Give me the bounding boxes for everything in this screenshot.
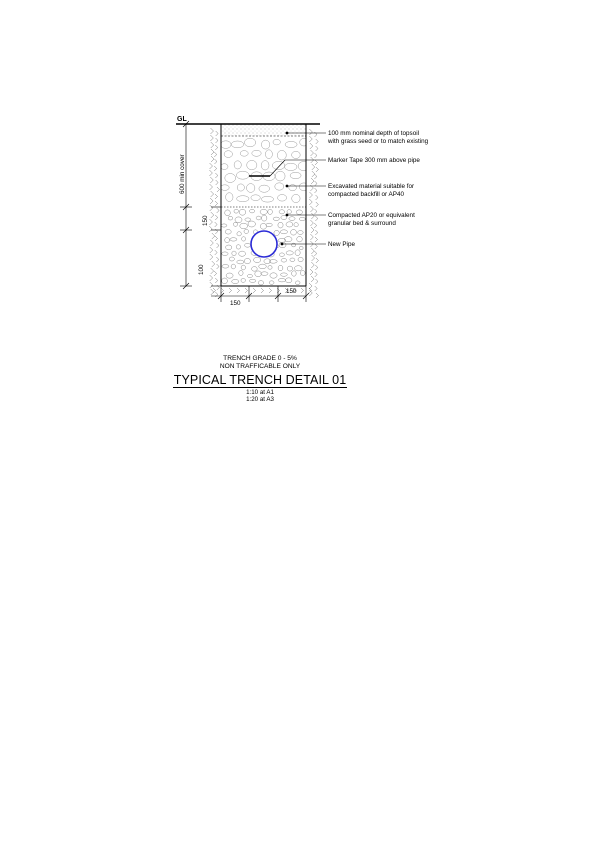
- aggregate-stone: [226, 273, 233, 278]
- aggregate-stone: [286, 222, 293, 227]
- aggregate-stone: [260, 223, 266, 229]
- hatch-mark: [214, 152, 217, 157]
- aggregate-stone: [299, 183, 308, 191]
- aggregate-stone: [264, 259, 271, 264]
- aggregate-stone: [294, 223, 298, 227]
- aggregate-stone: [261, 272, 268, 276]
- hatch-mark: [217, 264, 220, 269]
- aggregate-stone: [235, 217, 242, 223]
- aggregate-stone: [261, 161, 269, 170]
- aggregate-stone: [231, 141, 243, 148]
- aggregate-stone: [279, 210, 284, 214]
- aggregate-stone: [269, 281, 274, 285]
- aggregate-stone: [265, 150, 272, 159]
- aggregate-stone: [262, 215, 267, 221]
- callout-backfill-line2: compacted backfill or AP40: [328, 191, 404, 198]
- aggregate-stone: [247, 184, 255, 193]
- aggregate-stone: [285, 163, 297, 170]
- hatch-mark: [216, 138, 219, 143]
- hatch-mark: [210, 163, 213, 169]
- hatch-mark: [229, 288, 232, 293]
- hatch-mark: [210, 240, 213, 246]
- aggregate-stone: [232, 251, 236, 256]
- aggregate-stone: [222, 265, 229, 269]
- aggregate-stone: [297, 237, 303, 242]
- hatch-mark: [210, 128, 213, 134]
- aggregate-stone: [269, 260, 277, 264]
- hatch-mark: [315, 160, 318, 165]
- aggregate-stone: [298, 231, 304, 235]
- aggregate-stone: [281, 273, 288, 276]
- hatch-mark: [211, 191, 214, 197]
- new-pipe: [251, 231, 277, 257]
- hatch-mark: [314, 223, 317, 228]
- aggregate-stone: [292, 271, 297, 276]
- aggregate-stone: [237, 260, 244, 264]
- callout-bedding-line2: granular bed & surround: [328, 220, 396, 227]
- hatch-mark: [315, 244, 318, 249]
- aggregate-stone: [256, 216, 261, 220]
- callout-topsoil-line1: 100 mm nominal depth of topsoil: [328, 130, 420, 137]
- hatch-mark: [216, 180, 219, 185]
- aggregate-stone: [234, 161, 241, 169]
- aggregate-stone: [254, 257, 261, 262]
- aggregate-stone: [299, 217, 305, 220]
- aggregate-stone: [260, 209, 267, 214]
- hatch-mark: [309, 283, 312, 289]
- aggregate-stone: [268, 209, 273, 214]
- hatch-mark: [209, 219, 212, 225]
- hatch-mark: [310, 150, 313, 156]
- aggregate-stone: [290, 258, 295, 262]
- aggregate-stone: [300, 138, 309, 146]
- aggregate-stone: [252, 150, 261, 156]
- hatch-mark: [215, 215, 218, 220]
- hatch-mark: [211, 212, 214, 218]
- hatch-mark: [314, 153, 317, 158]
- hatch-mark: [210, 177, 213, 183]
- bed-dimension-label: 150: [202, 215, 209, 226]
- aggregate-stone: [258, 281, 263, 285]
- hatch-mark: [311, 262, 314, 268]
- aggregate-stone: [244, 258, 250, 263]
- aggregate-stone: [296, 210, 302, 215]
- aggregate-stone: [221, 164, 228, 170]
- hatch-mark: [311, 227, 314, 233]
- aggregate-stone: [274, 230, 279, 235]
- hatch-mark: [214, 271, 217, 276]
- aggregate-stone: [255, 271, 262, 277]
- aggregate-stone: [259, 264, 267, 269]
- hatch-mark: [210, 198, 213, 204]
- hatch-mark: [210, 254, 213, 260]
- hatch-mark: [215, 145, 218, 150]
- hatch-mark: [312, 164, 315, 170]
- hatch-mark: [316, 146, 319, 151]
- aggregate-stone: [230, 238, 237, 241]
- aggregate-stone: [298, 161, 310, 170]
- hatch-mark: [315, 286, 318, 291]
- aggregate-stone: [292, 194, 300, 202]
- aggregate-stone: [286, 278, 292, 283]
- hatch-mark: [211, 156, 214, 162]
- hatch-mark: [211, 268, 214, 274]
- hatch-mark: [214, 166, 217, 171]
- aggregate-stone: [287, 266, 292, 271]
- hatch-mark: [309, 192, 312, 198]
- hatch-mark: [215, 250, 218, 255]
- hatch-mark: [217, 243, 220, 248]
- aggregate-stone: [221, 224, 227, 227]
- aggregate-stone: [295, 266, 303, 271]
- callout-bedding-line1: Compacted AP20 or equivalent: [328, 212, 415, 219]
- right-side-dimension-label: 150: [286, 288, 297, 295]
- hatch-mark: [214, 159, 217, 164]
- aggregate-stone: [242, 237, 246, 241]
- hatch-mark: [310, 269, 313, 275]
- hatch-mark: [211, 149, 214, 155]
- aggregate-stone: [279, 253, 284, 257]
- aggregate-stone: [239, 271, 243, 276]
- trafficable-note: NON TRAFFICABLE ONLY: [219, 363, 301, 370]
- hatch-mark: [316, 293, 319, 298]
- aggregate-stone: [245, 243, 251, 247]
- aggregate-stone: [222, 252, 228, 256]
- hatch-mark: [245, 288, 248, 293]
- callout-new-pipe: New Pipe: [328, 241, 355, 248]
- aggregate-stone: [225, 230, 231, 235]
- aggregate-stone: [222, 278, 228, 284]
- hatch-mark: [215, 222, 218, 227]
- detail-title: TYPICAL TRENCH DETAIL 01: [173, 373, 347, 387]
- hatch-mark: [221, 288, 224, 293]
- hatch-mark: [316, 139, 319, 144]
- aggregate-stone: [281, 216, 287, 220]
- aggregate-stone: [291, 230, 297, 236]
- aggregate-stone: [241, 265, 245, 270]
- aggregate-stone: [278, 222, 283, 228]
- aggregate-stone: [281, 259, 287, 263]
- hatch-mark: [269, 288, 272, 293]
- below-pipe-dimension-label: 100: [198, 264, 205, 275]
- aggregate-stone: [225, 238, 230, 243]
- hatch-mark: [315, 230, 318, 235]
- hatch-mark: [315, 265, 318, 270]
- hatch-mark: [316, 167, 319, 172]
- aggregate-stone: [300, 271, 305, 276]
- aggregate-stone: [240, 151, 248, 157]
- hatch-mark: [316, 202, 319, 207]
- aggregate-stone: [295, 281, 300, 285]
- hatch-mark: [309, 199, 312, 205]
- hatch-mark: [210, 275, 213, 281]
- cover-dimension-label: 600 min cover: [179, 154, 186, 194]
- hatch-mark: [310, 206, 313, 212]
- aggregate-stone: [247, 160, 257, 169]
- aggregate-stone: [299, 246, 303, 249]
- hatch-mark: [310, 143, 313, 149]
- aggregate-stone: [273, 217, 279, 220]
- trench-fill: [220, 124, 309, 285]
- aggregate-stone: [270, 273, 277, 278]
- aggregate-stone: [259, 185, 270, 192]
- aggregate-stone: [298, 257, 303, 262]
- aggregate-stone: [236, 171, 249, 179]
- hatch-mark: [210, 135, 213, 141]
- aggregate-stone: [236, 245, 240, 249]
- hatch-mark: [314, 209, 317, 214]
- hatch-mark: [315, 272, 318, 277]
- left-side-dimension-label: 150: [230, 300, 241, 307]
- hatch-mark: [312, 255, 315, 261]
- aggregate-stone: [290, 172, 301, 178]
- hatch-mark: [301, 288, 304, 293]
- aggregate-stone: [237, 196, 249, 202]
- scale-a3: 1:20 at A3: [246, 396, 274, 404]
- aggregate-stone: [247, 274, 252, 277]
- hatch-mark: [310, 220, 313, 226]
- aggregate-stone: [237, 232, 241, 236]
- hatch-mark: [315, 237, 318, 242]
- hatch-mark: [316, 258, 319, 263]
- aggregate-stone: [261, 140, 269, 149]
- aggregate-stone: [221, 141, 232, 149]
- aggregate-stone: [289, 185, 297, 191]
- aggregate-stone: [289, 217, 295, 221]
- hatch-mark: [215, 173, 218, 178]
- aggregate-stone: [250, 209, 255, 213]
- aggregate-stone: [241, 279, 245, 283]
- aggregate-stone: [226, 245, 232, 250]
- aggregate-stone: [248, 221, 255, 227]
- ground-level: [176, 116, 320, 124]
- topsoil-layer: [221, 124, 306, 136]
- hatch-mark: [209, 226, 212, 232]
- hatch-mark: [215, 278, 218, 283]
- aggregate-stone: [251, 195, 260, 201]
- hatch-mark: [212, 233, 215, 239]
- aggregate-stone: [273, 139, 280, 145]
- callouts: [327, 130, 429, 248]
- ground-level-label: GL: [177, 116, 187, 123]
- hatch-mark: [314, 174, 317, 179]
- aggregate-stone: [252, 267, 258, 272]
- aggregate-stone: [245, 218, 251, 221]
- aggregate-stone: [275, 183, 284, 190]
- aggregate-stone: [244, 229, 249, 233]
- hatch-mark: [215, 236, 218, 241]
- aggregate-stone: [226, 193, 233, 202]
- hatch-mark: [311, 213, 314, 219]
- hatch-mark: [217, 208, 220, 213]
- aggregate-stone: [280, 230, 287, 234]
- hatch-mark: [309, 129, 312, 135]
- backfill-layer: [220, 138, 309, 202]
- scale-a1: 1:10 at A1: [246, 389, 274, 396]
- aggregate-stone: [295, 250, 300, 256]
- hatch-mark: [311, 248, 314, 254]
- aggregate-stone: [292, 151, 301, 158]
- hatch-mark: [311, 178, 314, 184]
- hatch-mark: [309, 136, 312, 142]
- aggregate-stone: [278, 195, 287, 202]
- aggregate-stone: [277, 150, 286, 160]
- aggregate-stone: [261, 196, 273, 202]
- aggregate-stone: [245, 138, 256, 147]
- aggregate-stone: [285, 141, 297, 147]
- aggregate-stone: [292, 243, 296, 247]
- aggregate-stone: [287, 210, 291, 214]
- hatch-mark: [314, 251, 317, 256]
- aggregate-stone: [225, 174, 236, 183]
- callout-marker-tape: Marker Tape 300 mm above pipe: [328, 157, 420, 164]
- aggregate-stone: [275, 171, 285, 181]
- aggregate-stone: [220, 185, 229, 191]
- aggregate-stone: [224, 151, 232, 158]
- aggregate-stone: [237, 184, 244, 191]
- hatch-mark: [216, 131, 219, 136]
- aggregate-stone: [232, 279, 239, 283]
- aggregate-stone: [234, 209, 238, 213]
- hatch-mark: [311, 276, 314, 282]
- aggregate-stone: [239, 251, 246, 256]
- trench-grade-note: TRENCH GRADE 0 - 5%: [223, 355, 297, 362]
- aggregate-stone: [239, 209, 245, 215]
- hatch-mark: [210, 205, 213, 211]
- hatch-mark: [210, 282, 213, 288]
- hatch-mark: [315, 181, 318, 186]
- hatch-mark: [216, 257, 219, 262]
- hatch-mark: [261, 288, 264, 293]
- hatch-mark: [215, 194, 218, 199]
- hatch-mark: [314, 188, 317, 193]
- hatch-mark: [237, 288, 240, 293]
- aggregate-stone: [249, 279, 255, 282]
- hatch-mark: [209, 170, 212, 176]
- title-block: [150, 355, 370, 404]
- aggregate-stone: [266, 223, 272, 226]
- hatch-mark: [315, 279, 318, 284]
- hatch-mark: [316, 195, 319, 200]
- aggregate-stone: [268, 266, 272, 270]
- aggregate-stone: [231, 264, 235, 269]
- hatch-mark: [210, 247, 213, 253]
- aggregate-stone: [286, 251, 293, 255]
- aggregate-stone: [229, 257, 234, 261]
- callout-backfill-line1: Excavated material suitable for: [328, 183, 415, 190]
- hatch-mark: [212, 261, 215, 267]
- hatch-mark: [211, 289, 214, 295]
- hatch-mark: [210, 184, 213, 190]
- hatch-mark: [211, 142, 214, 148]
- hatch-mark: [315, 216, 318, 221]
- hatch-mark: [217, 187, 220, 192]
- hatch-mark: [310, 234, 313, 240]
- aggregate-stone: [278, 265, 283, 270]
- callout-topsoil-line2: with grass seed or to match existing: [328, 138, 429, 145]
- aggregate-stone: [225, 210, 231, 216]
- hatch-mark: [215, 201, 218, 206]
- hatch-mark: [253, 288, 256, 293]
- aggregate-stone: [228, 216, 232, 220]
- aggregate-stone: [240, 223, 248, 229]
- aggregate-stone: [233, 222, 237, 226]
- aggregate-stone: [278, 279, 285, 282]
